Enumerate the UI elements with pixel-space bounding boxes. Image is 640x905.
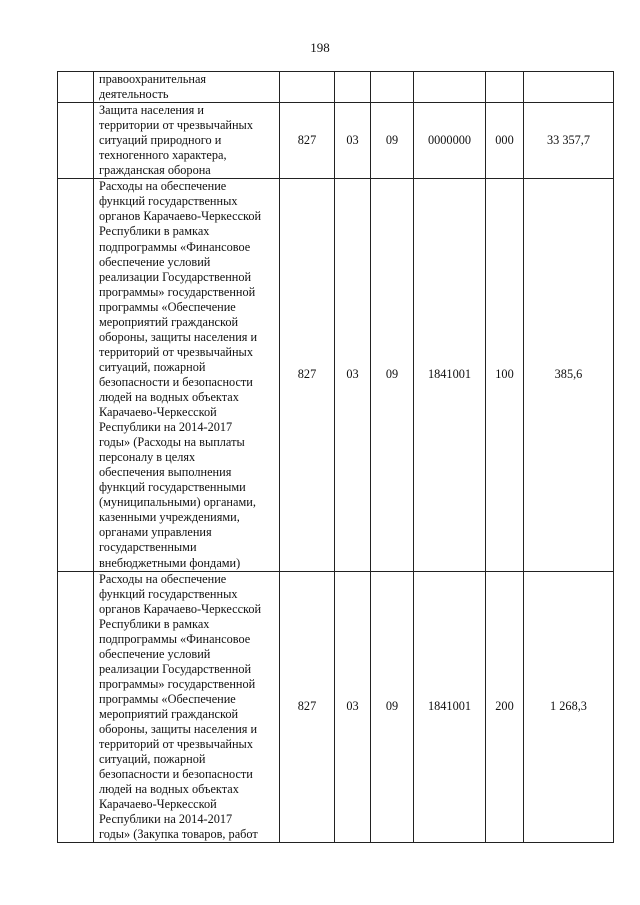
blank-cell <box>58 179 94 571</box>
subsection-code: 09 <box>371 103 414 179</box>
table-row <box>58 179 614 571</box>
ministry-code <box>280 72 335 103</box>
table-row <box>58 103 614 179</box>
section-code: 03 <box>335 571 371 843</box>
ministry-code: 827 <box>280 179 335 571</box>
row-description: Расходы на обеспечение функций государственных органов Карачаево-Черкесской Республики в рамках подпрограммы «Финансовое обеспечение условий реализации Государственной программы» государственной программы «Обеспечение мероприятий гражданской обороны, защиты населения и территорий от чрезвычайных ситуаций, пожарной безопасности и безопасности людей на водных объектах Карачаево-Черкесской Республики на 2014-2017 годы» (Закупка товаров, работ <box>94 571 280 843</box>
subsection-code: 09 <box>371 571 414 843</box>
amount: 33 357,7 <box>524 103 614 179</box>
table-row <box>58 72 614 103</box>
section-code: 03 <box>335 103 371 179</box>
blank-cell <box>58 103 94 179</box>
section-code: 03 <box>335 179 371 571</box>
expense-type-code: 100 <box>486 179 524 571</box>
expense-type-code <box>486 72 524 103</box>
row-description: Расходы на обеспечение функций государственных органов Карачаево-Черкесской Республики в рамках подпрограммы «Финансовое обеспечение условий реализации Государственной программы» государственной программы «Обеспечение мероприятий гражданской обороны, защиты населения и территорий от чрезвычайных ситуаций, пожарной безопасности и безопасности людей на водных объектах Карачаево-Черкесской Республики на 2014-2017 годы» (Расходы на выплаты персоналу в целях обеспечения выполнения функций государственными (муниципальными) органами, казенными учреждениями, органами управления государственными внебюджетными фондами) <box>94 179 280 571</box>
subsection-code: 09 <box>371 179 414 571</box>
blank-cell <box>58 72 94 103</box>
amount <box>524 72 614 103</box>
expense-type-code: 200 <box>486 571 524 843</box>
amount: 385,6 <box>524 179 614 571</box>
table-row <box>58 571 614 843</box>
ministry-code: 827 <box>280 571 335 843</box>
target-code <box>414 72 486 103</box>
ministry-code: 827 <box>280 103 335 179</box>
section-code <box>335 72 371 103</box>
blank-cell <box>58 571 94 843</box>
amount: 1 268,3 <box>524 571 614 843</box>
budget-table <box>57 71 614 843</box>
page-number: 198 <box>310 40 330 55</box>
subsection-code <box>371 72 414 103</box>
target-code: 1841001 <box>414 571 486 843</box>
target-code: 1841001 <box>414 179 486 571</box>
row-description: Защита населения и территории от чрезвычайных ситуаций природного и техногенного характера, гражданская оборона <box>94 103 280 179</box>
target-code: 0000000 <box>414 103 486 179</box>
expense-type-code: 000 <box>486 103 524 179</box>
row-description: правоохранительная деятельность <box>94 72 280 103</box>
